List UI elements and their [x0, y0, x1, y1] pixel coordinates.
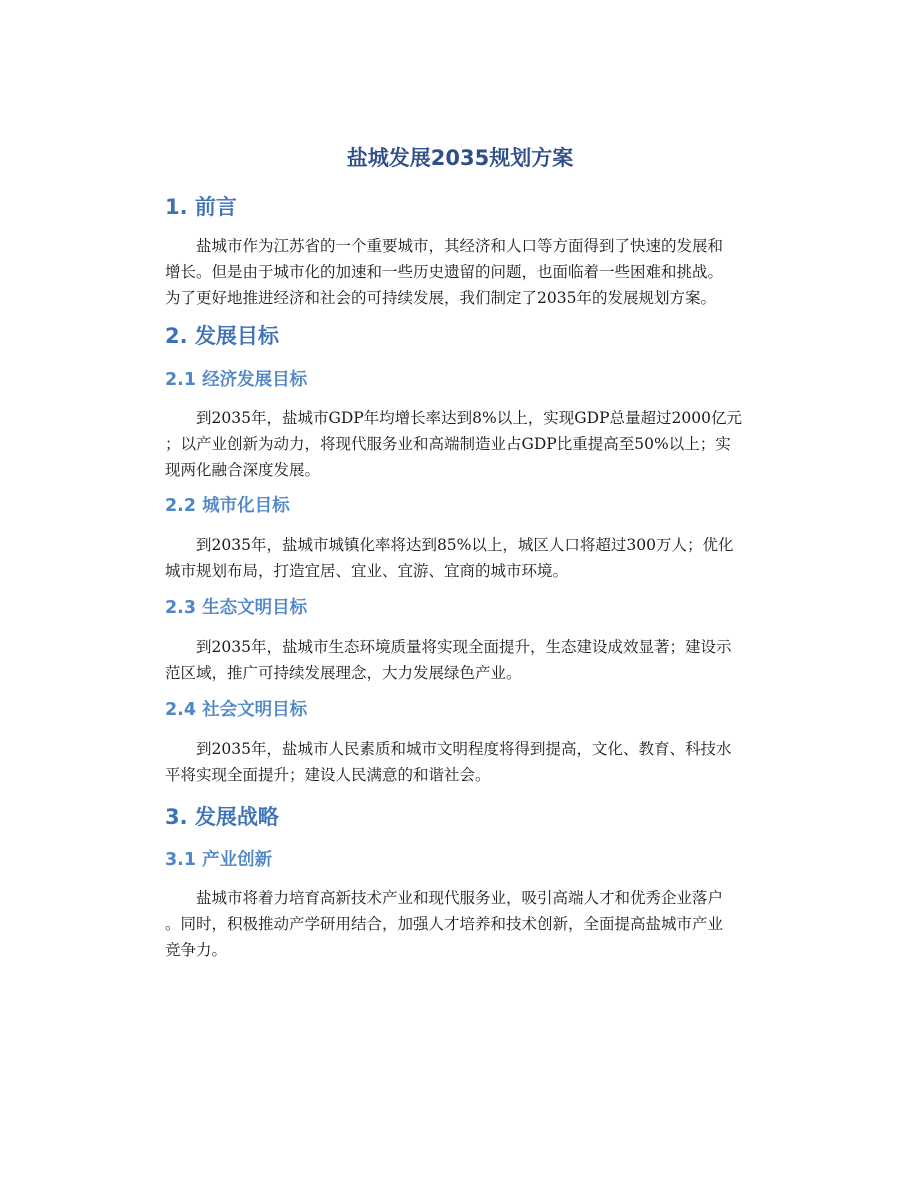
paragraph-line: 。同时，积极推动产学研用结合，加强人才培养和技术创新，全面提高盐城市产业 — [165, 915, 724, 933]
subsection-2-3-paragraph — [165, 634, 785, 686]
section-heading-2: 2. 发展目标 — [165, 324, 279, 348]
subsection-heading-2-1: 2.1 经济发展目标 — [165, 370, 308, 390]
subsection-heading-2-2: 2.2 城市化目标 — [165, 496, 290, 516]
paragraph-line: 到2035年，盐城市生态环境质量将实现全面提升，生态建设成效显著；建设示 — [165, 638, 732, 656]
subsection-heading-2-3: 2.3 生态文明目标 — [165, 598, 308, 618]
paragraph-line: 范区域，推广可持续发展理念，大力发展绿色产业。 — [165, 664, 522, 682]
subsection-3-1-paragraph — [165, 885, 785, 963]
paragraph-line: 到2035年，盐城市人民素质和城市文明程度将得到提高，文化、教育、科技水 — [165, 740, 732, 758]
subsection-heading-3-1: 3.1 产业创新 — [165, 850, 273, 870]
section-heading-3: 3. 发展战略 — [165, 805, 279, 829]
paragraph-line: 到2035年，盐城市城镇化率将达到85%以上，城区人口将超过300万人；优化 — [165, 536, 734, 554]
section-heading-1: 1. 前言 — [165, 195, 237, 219]
paragraph-line: ；以产业创新为动力，将现代服务业和高端制造业占GDP比重提高至50%以上；实 — [165, 435, 731, 453]
paragraph-line: 增长。但是由于城市化的加速和一些历史遗留的问题，也面临着一些困难和挑战。 — [165, 263, 724, 281]
subsection-2-1-paragraph — [165, 405, 785, 483]
paragraph-line: 盐城市将着力培育高新技术产业和现代服务业，吸引高端人才和优秀企业落户 — [165, 889, 724, 907]
paragraph-line: 城市规划布局，打造宜居、宜业、宜游、宜商的城市环境。 — [165, 562, 569, 580]
paragraph-line: 竞争力。 — [165, 941, 228, 959]
subsection-2-4-paragraph — [165, 736, 785, 788]
paragraph-line: 平将实现全面提升；建设人民满意的和谐社会。 — [165, 766, 491, 784]
paragraph-line: 到2035年，盐城市GDP年均增长率达到8%以上，实现GDP总量超过2000亿元 — [165, 409, 742, 427]
paragraph-line: 为了更好地推进经济和社会的可持续发展，我们制定了2035年的发展规划方案。 — [165, 289, 716, 307]
document-title: 盐城发展2035规划方案 — [346, 146, 574, 170]
subsection-heading-2-4: 2.4 社会文明目标 — [165, 700, 308, 720]
section-1-paragraph — [165, 233, 785, 311]
subsection-2-2-paragraph — [165, 532, 785, 584]
paragraph-line: 盐城市作为江苏省的一个重要城市，其经济和人口等方面得到了快速的发展和 — [165, 237, 724, 255]
paragraph-line: 现两化融合深度发展。 — [165, 461, 321, 479]
